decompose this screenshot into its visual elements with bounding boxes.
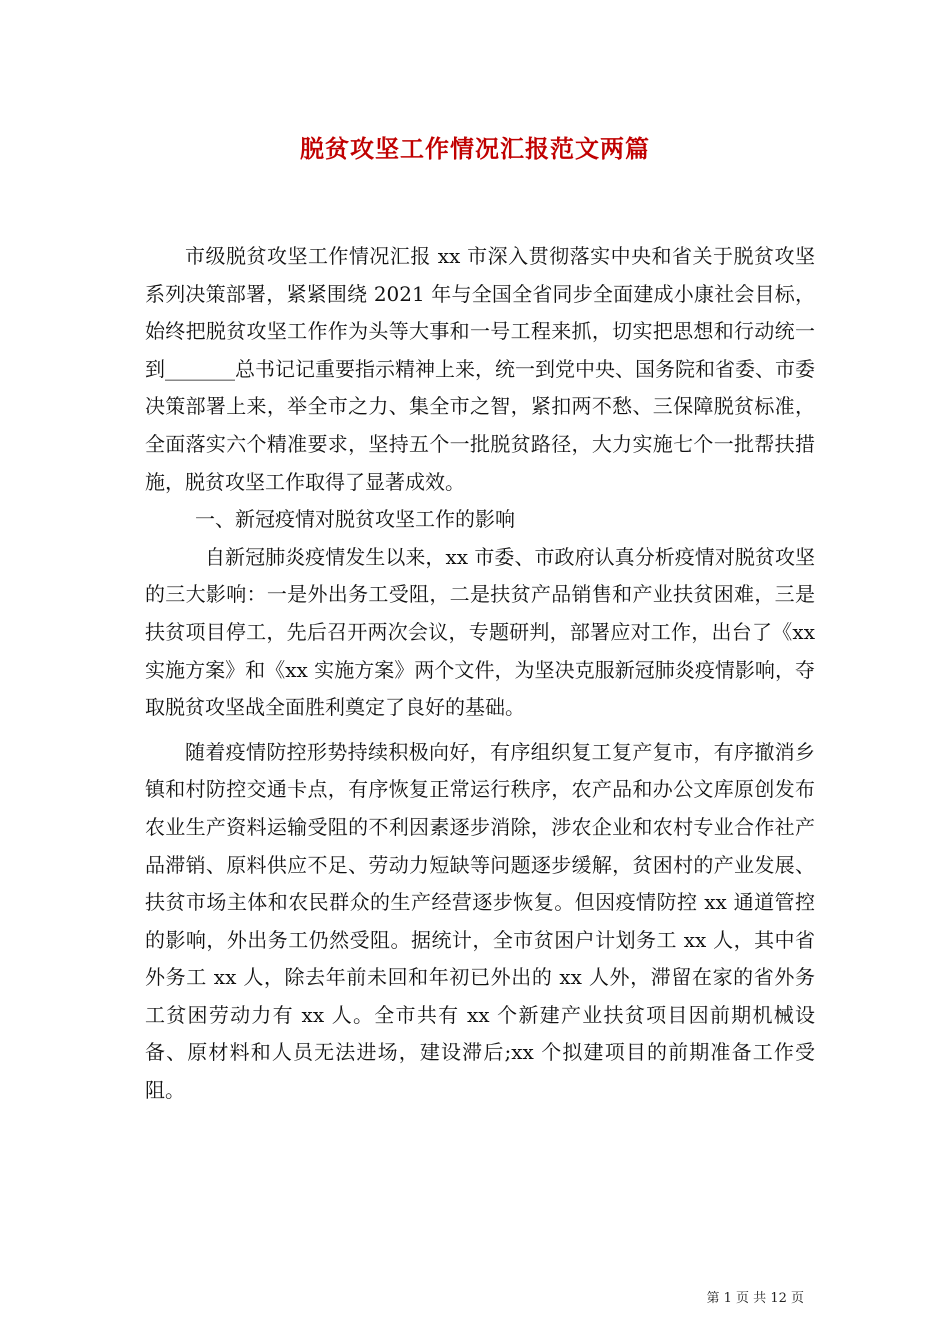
impact-paragraph: 自新冠肺炎疫情发生以来，xx 市委、市政府认真分析疫情对脱贫攻坚的三大影响：一是外出务工受阻，二是扶贫产品销售和产业扶贫困难，三是扶贫项目停工，先后召开两次会议，专题研判，部署应对工作，出台了《xx 实施方案》和《xx 实施方案》两个文件，为坚决克服新冠肺炎疫情影响，夺取脱贫攻坚战全面胜利奠定了良好的基础。: [145, 544, 815, 720]
recovery-paragraph: 随着疫情防控形势持续积极向好，有序组织复工复产复市，有序撤消乡镇和村防控交通卡点，有序恢复正常运行秩序，农产品和办公文库原创发布农业生产资料运输受阻的不利因素逐步消除，涉农企业和农村专业合作社产品滞销、原料供应不足、劳动力短缺等问题逐步缓解，贫困村的产业发展、扶贫市场主体和农民群众的生产经营逐步恢复。但因疫情防控 xx 通道管控的影响，外出务工仍然受阻。据统计，全市贫困户计划务工 xx 人，其中省外务工 xx 人，除去年前未回和年初已外出的 xx 人外，滞留在家的省外务工贫困劳动力有 xx 人。全市共有 xx 个新建产业扶贫项目因前期机械设备、原材料和人员无法进场，建设滞后;xx 个拟建项目的前期准备工作受阻。: [145, 739, 815, 1103]
section-heading: 一、新冠疫情对脱贫攻坚工作的影响: [195, 507, 515, 532]
document-body: [145, 238, 815, 1110]
page-number: 第 1 页 共 12 页: [706, 1291, 804, 1306]
intro-paragraph: 市级脱贫攻坚工作情况汇报 xx 市深入贯彻落实中央和省关于脱贫攻坚系列决策部署，紧紧围绕 2021 年与全国全省同步全面建成小康社会目标，始终把脱贫攻坚工作作为头等大事和一号工程来抓，切实把思想和行动统一到_______总书记记重要指示精神上来，统一到党中央、国务院和省委、市委决策部署上来，举全市之力、集全市之智，紧扣两不愁、三保障脱贫标准，全面落实六个精准要求，坚持五个一批脱贫路径，大力实施七个一批帮扶措施，脱贫攻坚工作取得了显著成效。: [145, 244, 815, 494]
document-title: 脱贫攻坚工作情况汇报范文两篇: [300, 134, 650, 163]
